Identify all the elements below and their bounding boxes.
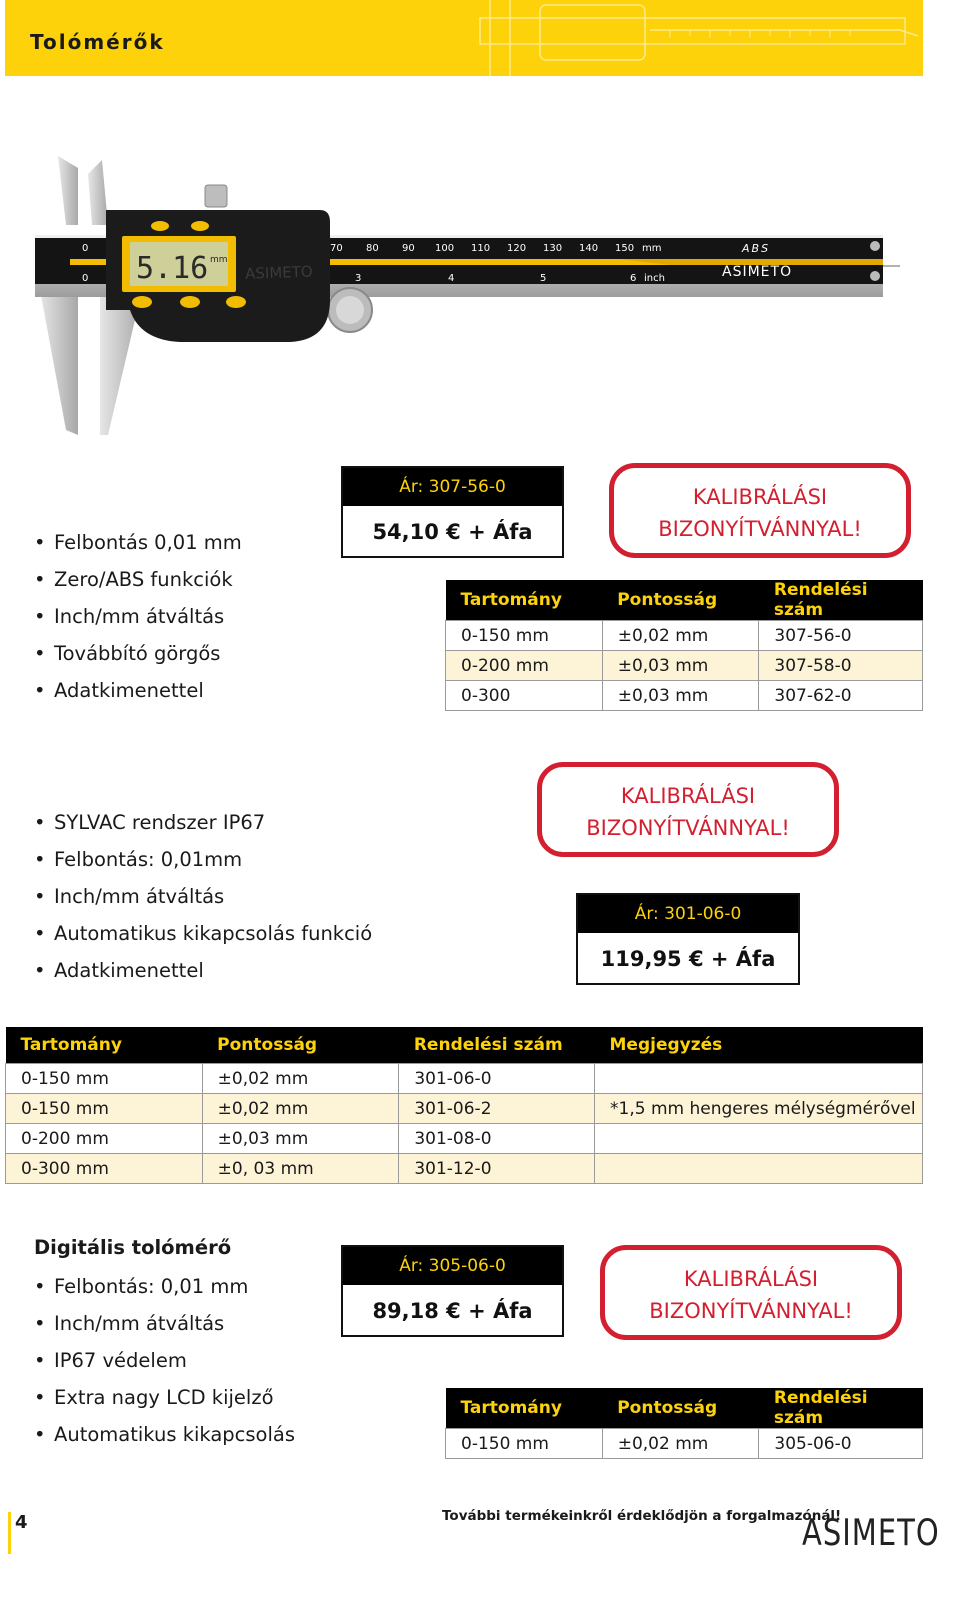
table-cell: 0-200 mm: [446, 651, 603, 681]
caliper-outline-graphic: [470, 0, 920, 76]
product2-feature-list: [34, 804, 372, 989]
column-header: Pontosság: [602, 1388, 759, 1429]
product2-calibration-badge: [537, 762, 839, 857]
table-cell: 0-300 mm: [6, 1154, 203, 1184]
svg-text:0: 0: [82, 243, 89, 254]
feature-item: • Automatikus kikapcsolás funkció: [34, 915, 372, 952]
table-cell: 301-06-0: [399, 1064, 595, 1094]
svg-text:100: 100: [435, 243, 455, 254]
product1-price-box: [341, 466, 564, 558]
product1-calibration-badge: [609, 463, 911, 558]
badge-line: BIZONYÍTVÁNNYAL!: [658, 517, 862, 541]
digital-caliper-image: [30, 150, 910, 445]
feature-item: • Zero/ABS funkciók: [34, 561, 242, 598]
table-cell: ±0,02 mm: [602, 621, 759, 651]
table-header-row: [6, 1027, 923, 1064]
table-cell: 0-150 mm: [446, 1429, 603, 1459]
footer-note: További termékeinkről érdeklődjön a forgalmazónál!: [442, 1508, 842, 1524]
table-cell: [595, 1154, 923, 1184]
table-cell: 301-12-0: [399, 1154, 595, 1184]
table-cell: [595, 1064, 923, 1094]
svg-text:ASIMETO: ASIMETO: [244, 262, 314, 283]
table-cell: 0-150 mm: [6, 1064, 203, 1094]
lcd-unit: mm: [210, 255, 228, 265]
column-header: Rendelési szám: [399, 1027, 595, 1064]
column-header: Tartomány: [446, 580, 603, 621]
table-header-row: [446, 580, 923, 621]
table-row: [6, 1094, 923, 1124]
table-cell: 0-150 mm: [446, 621, 603, 651]
product2-price-box: [576, 893, 800, 985]
svg-text:150: 150: [615, 243, 635, 254]
feature-item: • SYLVAC rendszer IP67: [34, 804, 372, 841]
svg-text:4: 4: [448, 273, 455, 284]
svg-text:inch: inch: [644, 273, 665, 284]
table-cell: ±0, 03 mm: [202, 1154, 399, 1184]
table-row: [446, 1429, 923, 1459]
table-cell: ±0,03 mm: [202, 1124, 399, 1154]
product2-spec-table: [5, 1027, 923, 1184]
price-value: 119,95 € + Áfa: [600, 947, 776, 971]
table-row: [6, 1124, 923, 1154]
table-cell: 301-06-2: [399, 1094, 595, 1124]
feature-item: • Adatkimenettel: [34, 672, 242, 709]
product3-spec-table: [445, 1388, 923, 1459]
column-header: Pontosság: [602, 580, 759, 621]
svg-text:70: 70: [330, 243, 343, 254]
feature-item: • Inch/mm átváltás: [34, 1305, 295, 1342]
lcd-reading: 5.16: [136, 251, 209, 286]
feature-item: • IP67 védelem: [34, 1342, 295, 1379]
column-header: Pontosság: [202, 1027, 399, 1064]
svg-text:5: 5: [540, 273, 547, 284]
badge-line: KALIBRÁLÁSI: [683, 1267, 819, 1291]
product1-spec-table: [445, 580, 923, 711]
svg-text:110: 110: [471, 243, 491, 254]
svg-text:130: 130: [543, 243, 563, 254]
feature-item: • Továbbító görgős: [34, 635, 242, 672]
feature-item: • Felbontás 0,01 mm: [34, 524, 242, 561]
svg-text:3: 3: [355, 273, 362, 284]
feature-item: • Felbontás: 0,01mm: [34, 841, 372, 878]
price-code: Ár: 307-56-0: [343, 468, 562, 506]
table-cell: 307-58-0: [759, 651, 923, 681]
brand-label: ASIMETO: [722, 264, 793, 280]
svg-text:80: 80: [366, 243, 379, 254]
table-cell: [595, 1124, 923, 1154]
abs-label: ABS: [742, 242, 771, 255]
column-header: Rendelési szám: [759, 1388, 923, 1429]
table-cell: 305-06-0: [759, 1429, 923, 1459]
table-cell: 307-56-0: [759, 621, 923, 651]
product3-calibration-badge: [600, 1245, 902, 1340]
badge-line: KALIBRÁLÁSI: [620, 784, 756, 808]
table-cell: 307-62-0: [759, 681, 923, 711]
page-title: Tolómérők: [30, 30, 165, 54]
feature-item: • Automatikus kikapcsolás: [34, 1416, 295, 1453]
feature-item: • Inch/mm átváltás: [34, 878, 372, 915]
table-row: [6, 1064, 923, 1094]
table-cell: ±0,03 mm: [602, 651, 759, 681]
table-header-row: [446, 1388, 923, 1429]
table-cell: ±0,02 mm: [202, 1094, 399, 1124]
svg-text:mm: mm: [642, 243, 662, 254]
product1-feature-list: [34, 524, 242, 709]
badge-line: KALIBRÁLÁSI: [692, 485, 828, 509]
svg-text:120: 120: [507, 243, 527, 254]
price-code: Ár: 305-06-0: [343, 1247, 562, 1285]
svg-text:6: 6: [630, 273, 637, 284]
feature-item: • Felbontás: 0,01 mm: [34, 1268, 295, 1305]
badge-line: BIZONYÍTVÁNNYAL!: [649, 1299, 853, 1323]
brand-logo: ASIMETO: [802, 1511, 940, 1554]
table-cell: 0-300: [446, 681, 603, 711]
column-header: Megjegyzés: [595, 1027, 923, 1064]
table-cell: 0-200 mm: [6, 1124, 203, 1154]
svg-text:90: 90: [402, 243, 415, 254]
table-row: [6, 1154, 923, 1184]
table-cell: ±0,02 mm: [602, 1429, 759, 1459]
table-cell: 0-150 mm: [6, 1094, 203, 1124]
product3-feature-list: [34, 1268, 295, 1453]
table-cell: ±0,03 mm: [602, 681, 759, 711]
page-number: 4: [15, 1512, 28, 1533]
price-value: 54,10 € + Áfa: [372, 520, 533, 544]
column-header: Tartomány: [446, 1388, 603, 1429]
product3-title: Digitális tolómérő: [34, 1236, 232, 1259]
feature-item: • Extra nagy LCD kijelző: [34, 1379, 295, 1416]
column-header: Rendelési szám: [759, 580, 923, 621]
feature-item: • Adatkimenettel: [34, 952, 372, 989]
feature-item: • Inch/mm átváltás: [34, 598, 242, 635]
footer-accent-bar: [8, 1512, 11, 1554]
price-value: 89,18 € + Áfa: [372, 1299, 533, 1323]
svg-text:140: 140: [579, 243, 599, 254]
product3-price-box: [341, 1245, 564, 1337]
column-header: Tartomány: [6, 1027, 203, 1064]
svg-text:0: 0: [82, 273, 89, 284]
table-row: [446, 621, 923, 651]
table-cell: 301-08-0: [399, 1124, 595, 1154]
table-row: [446, 651, 923, 681]
table-row: [446, 681, 923, 711]
badge-line: BIZONYÍTVÁNNYAL!: [586, 816, 790, 840]
table-cell: ±0,02 mm: [202, 1064, 399, 1094]
table-cell: *1,5 mm hengeres mélységmérővel: [595, 1094, 923, 1124]
price-code: Ár: 301-06-0: [578, 895, 798, 933]
